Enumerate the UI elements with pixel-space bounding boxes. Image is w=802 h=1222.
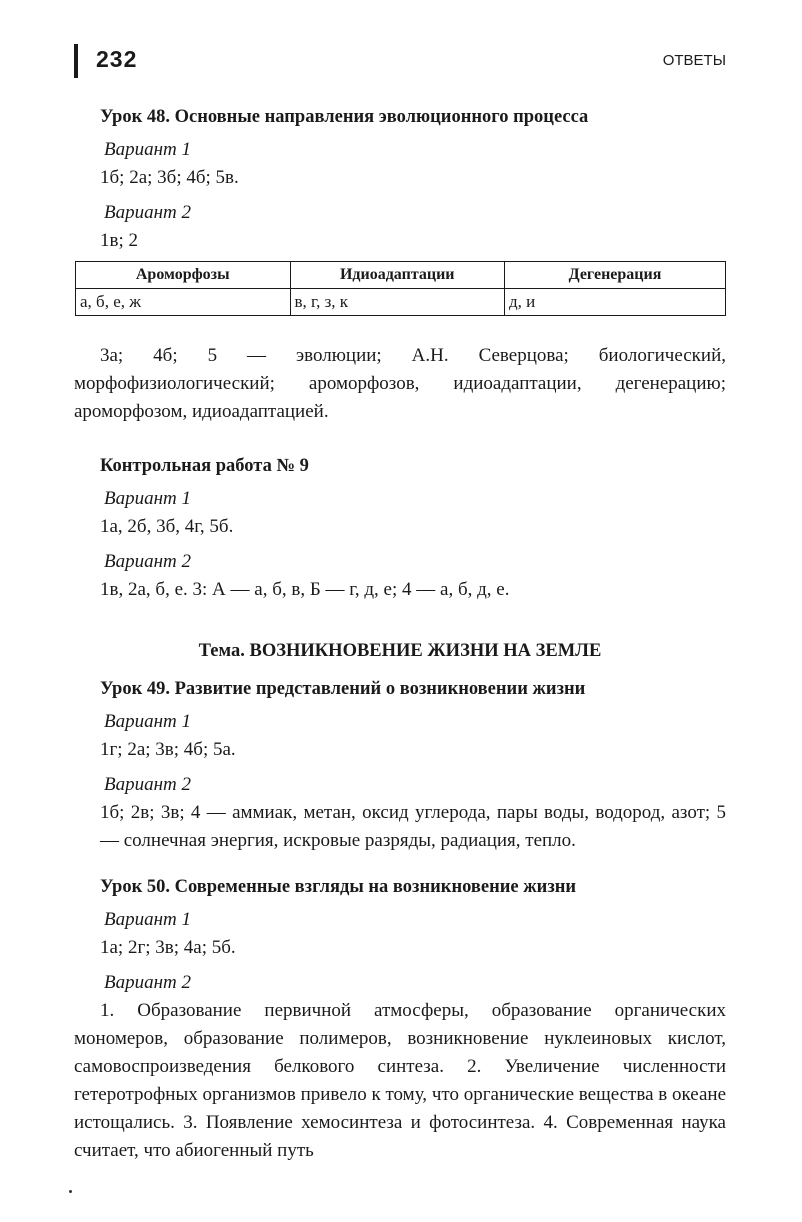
table-cell: в, г, з, к xyxy=(290,289,505,316)
lesson-50-title: Урок 50. Современные взгляды на возникновение жизни xyxy=(100,877,577,897)
lesson-49-variant-2-answer: 1б; 2в; 3в; 4 — аммиак, метан, оксид углерода, пары воды, водород, азот; 5 — солнечная энергия, искровые разряды, радиация, тепло. xyxy=(100,802,726,851)
lesson-49-variant-2-label: Вариант 2 xyxy=(104,774,192,795)
topic-title: Тема. ВОЗНИКНОВЕНИЕ ЖИЗНИ НА ЗЕМЛЕ xyxy=(198,641,602,661)
table-cell: д, и xyxy=(505,289,726,316)
table-row xyxy=(76,289,726,316)
lesson-49-title: Урок 49. Развитие представлений о возникновении жизни xyxy=(100,679,586,699)
lesson-48-variant-1-label: Вариант 1 xyxy=(104,139,192,160)
table-header-cell: Идиоадаптации xyxy=(290,262,505,289)
header-rule xyxy=(74,44,78,78)
test-9-variant-1-label: Вариант 1 xyxy=(104,488,192,509)
lesson-48-variant-1-answer: 1б; 2а; 3б; 4б; 5в. xyxy=(100,167,239,188)
running-head: ОТВЕТЫ xyxy=(662,52,726,69)
test-9-variant-2-answer: 1в, 2а, б, е. 3: А — а, б, в, Б — г, д, е; 4 — а, б, д, е. xyxy=(100,579,510,600)
lesson-50-variant-2-label: Вариант 2 xyxy=(104,972,192,993)
table-header-cell: Дегенерация xyxy=(505,262,726,289)
table-cell: а, б, е, ж xyxy=(76,289,291,316)
test-9-variant-2-label: Вариант 2 xyxy=(104,551,192,572)
lesson-48-title: Урок 48. Основные направления эволюционного процесса xyxy=(100,107,589,127)
table-header-cell: Ароморфозы xyxy=(76,262,291,289)
lesson-49-variant-1-label: Вариант 1 xyxy=(104,711,192,732)
test-9-title: Контрольная работа № 9 xyxy=(100,456,309,476)
lesson-49-variant-1-answer: 1г; 2а; 3в; 4б; 5а. xyxy=(100,739,236,760)
evolution-directions-table xyxy=(75,261,726,316)
lesson-48-continuation: 3а; 4б; 5 — эволюции; А.Н. Северцова; биологический, морфофизиологический; ароморфозов, идиоадаптации, дегенерацию; ароморфозом, идиоадаптацией. xyxy=(74,345,726,422)
page-content xyxy=(74,103,726,1165)
page-number: 232 xyxy=(96,46,138,72)
lesson-50-variant-2-answer: 1. Образование первичной атмосферы, образование органических мономеров, образование полимеров, возникновение нуклеиновых кислот, самовоспроизведения белкового синтеза. 2. Увеличение численности гетеротрофных организмов привело к тому, что органические вещества в океане истощались. 3. Появление хемосинтеза и фотосинтеза. 4. Современная наука считает, что абиогенный путь xyxy=(74,1000,726,1161)
lesson-50-variant-1-label: Вариант 1 xyxy=(104,909,192,930)
lesson-48-variant-2-answer: 1в; 2 xyxy=(100,230,138,251)
test-9-variant-1-answer: 1а, 2б, 3б, 4г, 5б. xyxy=(100,516,234,537)
scan-speck xyxy=(69,1190,72,1193)
lesson-48-variant-2-label: Вариант 2 xyxy=(104,202,192,223)
lesson-50-variant-1-answer: 1а; 2г; 3в; 4а; 5б. xyxy=(100,937,236,958)
table-header-row xyxy=(76,262,726,289)
